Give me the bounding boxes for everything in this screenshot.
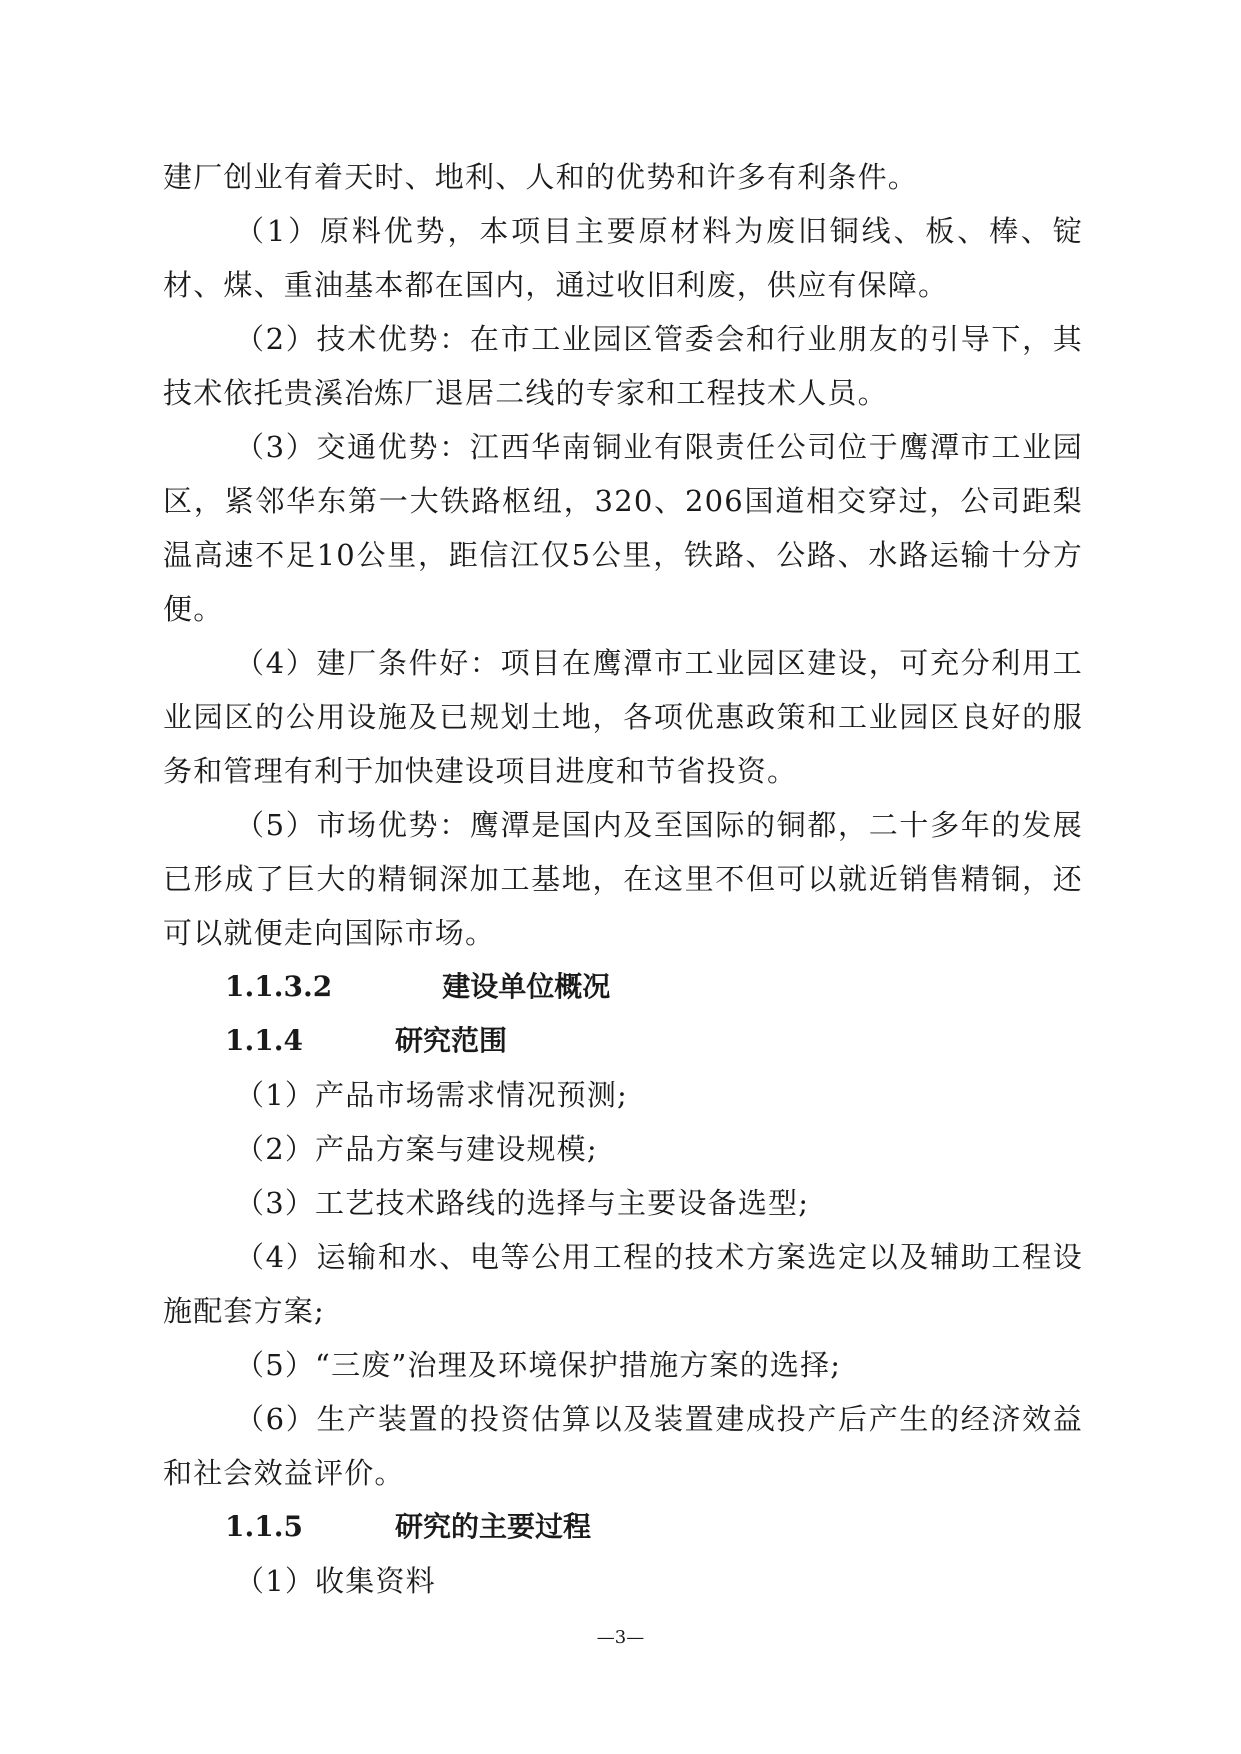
document-page bbox=[163, 150, 1083, 1608]
section-title: 研究范围 bbox=[394, 1024, 507, 1057]
scope-item-4: （4）运输和水、电等公用工程的技术方案选定以及辅助工程设施配套方案; bbox=[163, 1240, 1083, 1328]
paragraph-technical-advantage: （2）技术优势：在市工业园区管委会和行业朋友的引导下，其技术依托贵溪冶炼厂退居二线的专家和工程技术人员。 bbox=[163, 322, 1083, 410]
paragraph-construction-conditions: （4）建厂条件好：项目在鹰潭市工业园区建设，可充分利用工业园区的公用设施及已规划土地，各项优惠政策和工业园区良好的服务和管理有利于加快建设项目进度和节省投资。 bbox=[163, 646, 1083, 788]
scope-item-2: （2）产品方案与建设规模; bbox=[235, 1132, 598, 1166]
scope-item-5: （5）“三废”治理及环境保护措施方案的选择; bbox=[235, 1348, 842, 1382]
section-heading-1-1-3-2 bbox=[163, 960, 1083, 1014]
scope-item-1: （1）产品市场需求情况预测; bbox=[235, 1078, 629, 1112]
section-heading-1-1-4 bbox=[163, 1014, 1083, 1068]
paragraph-raw-material-advantage: （1）原料优势，本项目主要原材料为废旧铜线、板、棒、锭材、煤、重油基本都在国内，通过收旧利废，供应有保障。 bbox=[163, 214, 1083, 302]
section-number: 1.1.5 bbox=[225, 1510, 303, 1543]
scope-item-3: （3）工艺技术路线的选择与主要设备选型; bbox=[235, 1186, 810, 1220]
paragraph-transport-advantage: （3）交通优势：江西华南铜业有限责任公司位于鹰潭市工业园区，紧邻华东第一大铁路枢纽，320、206国道相交穿过，公司距梨温高速不足10公里，距信江仅5公里，铁路、公路、水路运输十分方便。 bbox=[163, 430, 1083, 626]
paragraph-market-advantage: （5）市场优势：鹰潭是国内及至国际的铜都，二十多年的发展已形成了巨大的精铜深加工基地，在这里不但可以就近销售精铜，还可以就便走向国际市场。 bbox=[163, 808, 1083, 950]
scope-item-6: （6）生产装置的投资估算以及装置建成投产后产生的经济效益和社会效益评价。 bbox=[163, 1402, 1083, 1490]
process-item-1: （1）收集资料 bbox=[235, 1564, 436, 1598]
paragraph-continuation: 建厂创业有着天时、地利、人和的优势和许多有利条件。 bbox=[163, 160, 919, 194]
section-title: 建设单位概况 bbox=[442, 970, 611, 1003]
section-heading-1-1-5 bbox=[163, 1500, 1083, 1554]
section-number: 1.1.4 bbox=[225, 1024, 303, 1057]
section-number: 1.1.3.2 bbox=[225, 970, 333, 1003]
section-title: 研究的主要过程 bbox=[394, 1510, 591, 1543]
page-number: —3— bbox=[596, 1627, 645, 1648]
